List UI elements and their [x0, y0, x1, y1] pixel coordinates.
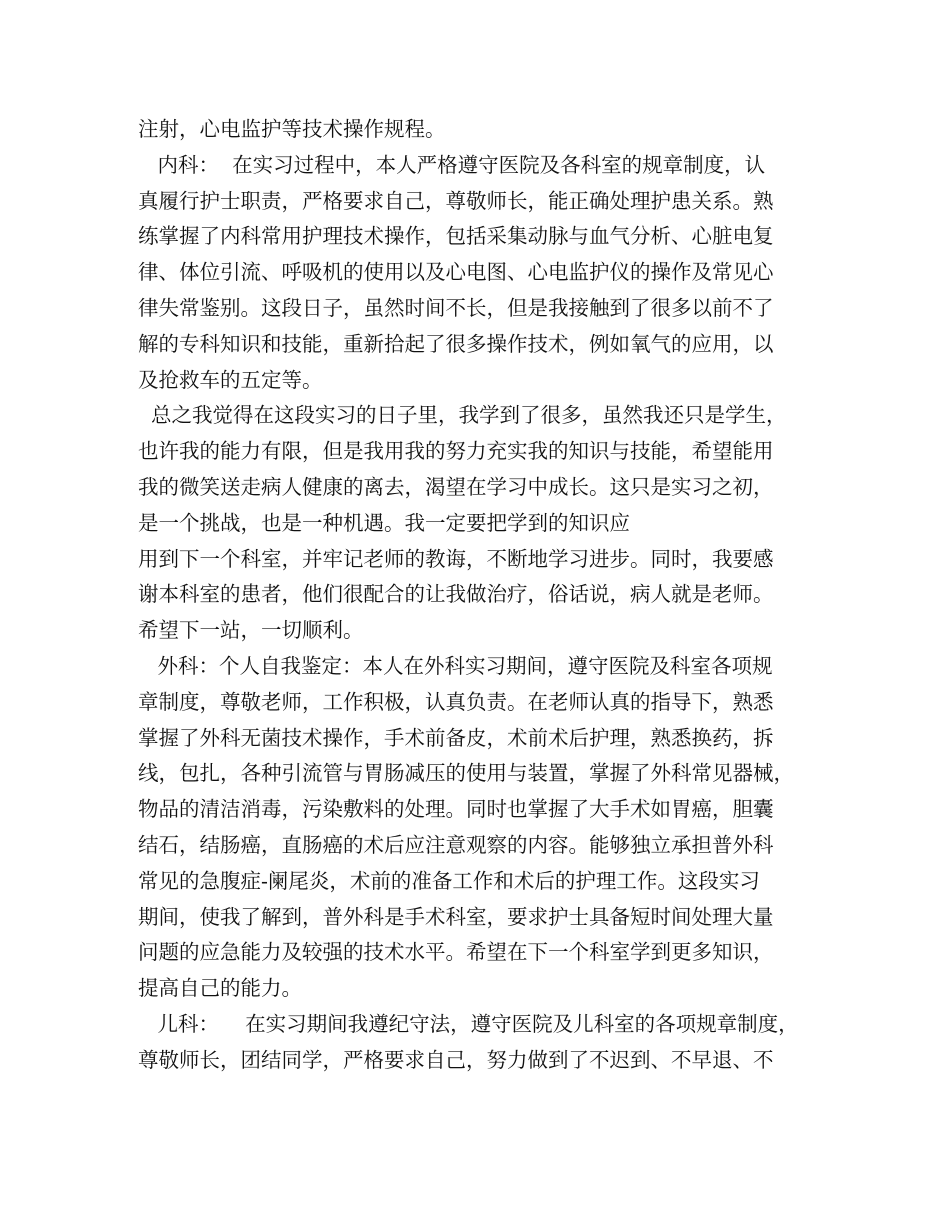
text-line: 希望下一站，一切顺利。: [138, 618, 364, 643]
text-line: 真履行护士职责，严格要求自己，尊敬师长，能正确处理护患关系。熟: [138, 188, 774, 213]
text-line: 解的专科知识和技能，重新拾起了很多操作技术，例如氧气的应用，以: [138, 331, 774, 356]
text-line: 律失常鉴别。这段日子，虽然时间不长，但是我接触到了很多以前不了: [138, 295, 774, 320]
text-line: 提高自己的能力。: [138, 976, 302, 1001]
text-line: 物品的清洁消毒，污染敷料的处理。同时也掌握了大手术如胃癌，胆囊: [138, 797, 774, 822]
text-line: 尊敬师长，团结同学，严格要求自己，努力做到了不迟到、不早退、不: [138, 1047, 774, 1072]
text-line: 及抢救车的五定等。: [138, 367, 323, 392]
text-line: 总之我觉得在这段实习的日子里，我学到了很多，虽然我还只是学生，: [138, 403, 787, 428]
text-line: 儿科： 在实习期间我遵纪守法，遵守医院及儿科室的各项规章制度，: [138, 1011, 799, 1036]
text-line: 我的微笑送走病人健康的离去，渴望在学习中成长。这只是实习之初，: [138, 474, 774, 499]
text-line: 也许我的能力有限，但是我用我的努力充实我的知识与技能，希望能用: [138, 439, 774, 464]
document-body: [138, 112, 828, 1079]
text-line: 是一个挑战，也是一种机遇。我一定要把学到的知识应: [138, 510, 630, 535]
text-line: 结石，结肠癌，直肠癌的术后应注意观察的内容。能够独立承担普外科: [138, 832, 774, 857]
text-line: 外科：个人自我鉴定：本人在外科实习期间，遵守医院及科室各项规: [138, 653, 773, 678]
text-line: 线，包扎，各种引流管与胃肠减压的使用与装置，掌握了外科常见器械，: [138, 761, 794, 786]
text-line: 期间，使我了解到，普外科是手术科室，要求护士具备短时间处理大量: [138, 904, 774, 929]
text-line: 注射，心电监护等技术操作规程。: [138, 117, 446, 141]
text-line: 用到下一个科室，并牢记老师的教诲，不断地学习进步。同时，我要感: [138, 546, 774, 571]
text-line: 练掌握了内科常用护理技术操作，包括采集动脉与血气分析、心脏电复: [138, 224, 774, 249]
text-line: 常见的急腹症-阑尾炎，术前的准备工作和术后的护理工作。这段实习: [138, 868, 760, 893]
text-line: 章制度，尊敬老师，工作积极，认真负责。在老师认真的指导下，熟悉: [138, 689, 774, 714]
text-line: 律、体位引流、呼吸机的使用以及心电图、心电监护仪的操作及常见心: [138, 260, 774, 285]
text-line: 内科： 在实习过程中，本人严格遵守医院及各科室的规章制度，认: [138, 152, 766, 177]
text-line: 问题的应急能力及较强的技术水平。希望在下一个科室学到更多知识，: [138, 940, 774, 965]
text-line: 谢本科室的患者，他们很配合的让我做治疗，俗话说，病人就是老师。: [138, 582, 774, 607]
text-line: 掌握了外科无菌技术操作，手术前备皮，术前术后护理，熟悉换药，拆: [138, 725, 774, 750]
